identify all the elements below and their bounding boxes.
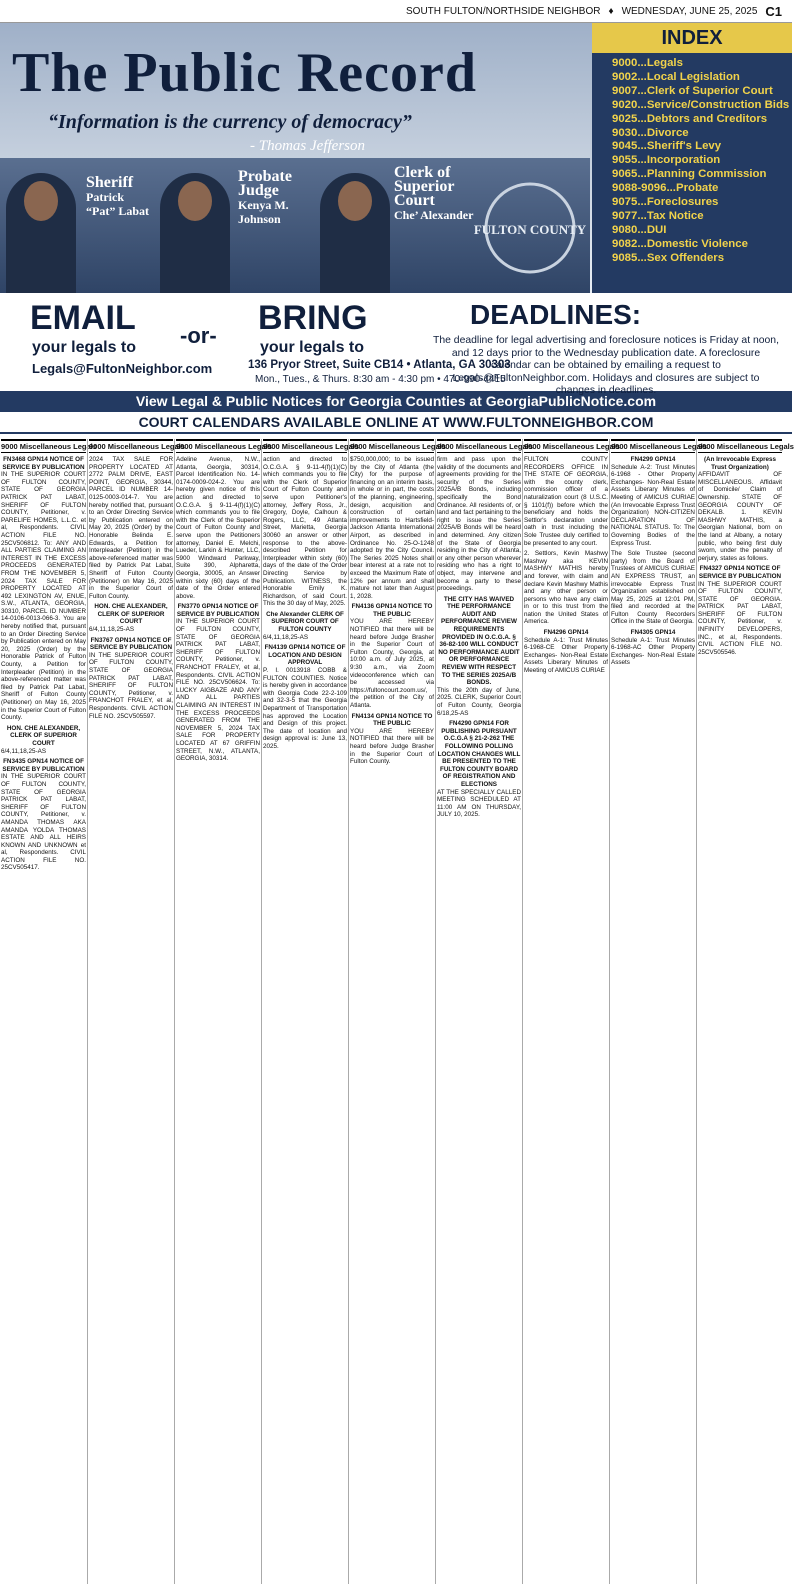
masthead-title: The Public Record bbox=[12, 42, 477, 104]
notice-column bbox=[435, 439, 533, 1584]
notice-body: FULTON COUNTY RECORDERS OFFICE IN THE STATE OF GEORGIA, with the county clerk, commission officer of a naturalization court (8 U.S.C. § 1101(f)) before which the beneficiary and holds the Settlor's declaration under oath in trust including the Sole Trustee duly certified to be presented to any court. bbox=[524, 456, 608, 547]
notice-body: Schedule A-1: Trust Minutes 6-1968-AC Other Property Exchanges- Non-Real Estate Assets bbox=[611, 636, 695, 667]
quote-author: - Thomas Jefferson bbox=[250, 138, 365, 154]
notice-body: 6/4,11,18,25-AS bbox=[89, 626, 135, 634]
legal-notice bbox=[263, 644, 347, 750]
column-header: 9000 Miscellaneous Legals bbox=[263, 439, 347, 453]
deadlines-heading: DEADLINES: bbox=[470, 299, 642, 330]
notice-heading: HON. CHE ALEXANDER, CLERK OF SUPERIOR COURT bbox=[6, 724, 81, 747]
probate-judge-label: Probate Judge Kenya M. Johnson bbox=[238, 168, 292, 226]
deadlines-text: The deadline for legal advertising and foreclosure notices is Friday at noon, and 12 days prior to the Wednesday publication date. A foreclosure calendar can be obtained by emailing a request to Legals@FultonNeighbor.com. Holidays and closures are subject to changes in deadlines. bbox=[433, 335, 779, 396]
legal-notice bbox=[1, 758, 86, 872]
notice-heading: FN4327 GPN14 NOTICE OF SERVICE BY PUBLICATION bbox=[698, 565, 782, 580]
sheriff-photo bbox=[6, 173, 76, 293]
index-item: 9088-9096...Probate bbox=[612, 182, 719, 195]
notice-heading: (An Irrevocable Express Trust Organization) bbox=[703, 456, 777, 471]
index-item: 9045...Sheriff's Levy bbox=[612, 140, 722, 153]
notice-heading: FN4139 GPN14 NOTICE OF LOCATION AND DESIGN APPROVAL bbox=[264, 644, 346, 667]
column-header: 9000 Miscellaneous Legals bbox=[611, 439, 695, 453]
index-item: 9077...Tax Notice bbox=[612, 209, 704, 222]
notice-body: AT THE SPECIALLY CALLED MEETING SCHEDULED AT 11:00 AM ON THURSDAY, JULY 10, 2025. bbox=[437, 788, 521, 819]
column-header: 9000 Miscellaneous Legals bbox=[1, 439, 86, 453]
notice-column bbox=[0, 439, 97, 1584]
clerk-photo bbox=[320, 173, 390, 293]
index-item: 9020...Service/Construction Bids bbox=[612, 98, 790, 111]
notice-heading: FN4290 GPN14 FOR PUBLISHING PURSUANT O.C.G.A § 21-2-262 THE FOLLOWING POLLING LOCATION CHANGES WILL BE PRESENTED TO THE FULTON COUNTY BOARD OF REGISTRATION AND ELECTIONS bbox=[437, 720, 521, 788]
index-item: 9055...Incorporation bbox=[612, 154, 721, 167]
svg-text:FULTON COUNTY: FULTON COUNTY bbox=[473, 222, 587, 237]
fulton-county-seal-icon bbox=[475, 178, 585, 278]
issue-date: WEDNESDAY, JUNE 25, 2025 bbox=[621, 5, 758, 17]
legal-notice bbox=[611, 629, 695, 667]
notice-heading: FN3770 GPN14 NOTICE OF SERVICE BY PUBLICATION bbox=[176, 603, 260, 618]
index-item: 9075...Foreclosures bbox=[612, 196, 719, 209]
legal-notice bbox=[1, 725, 86, 755]
notice-heading: HON. CHE ALEXANDER, CLERK OF SUPERIOR COURT bbox=[94, 603, 168, 626]
notice-body: YOU ARE HEREBY NOTIFIED that there will be heard before Judge Brasher in the Superior Court of Fulton County, Georgia, at 10:00 a.m. of July 2025, at 9:30 a.m., via Zoom videoconference which can be accessed via https://fultoncourt.zoom.us/, the petition of the City of Atlanta. bbox=[350, 618, 434, 709]
notice-heading: THE CITY HAS WAIVED THE PERFORMANCE AUDIT AND PERFORMANCE REVIEW REQUIREMENTS PROVIDED IN O.C.G.A. § 36-82-100 WILL CONDUCT NO PERFORMANCE AUDIT OR PERFORMANCE REVIEW WITH RESPECT TO THE SERIES 2025A/B BONDS. bbox=[438, 595, 520, 687]
notice-body: Schedule A-1: Trust Minutes 6-1968-CE Other Property Exchanges- Non-Real Estate Assets Liberary Minutes of Meeting of AMICUS CURIAE bbox=[524, 636, 608, 675]
legal-notices-columns bbox=[0, 439, 792, 1584]
email-subheading: your legals to bbox=[32, 339, 137, 356]
notice-heading: FN4134 GPN14 NOTICE TO THE PUBLIC bbox=[351, 712, 433, 728]
office-address: 136 Pryor Street, Suite CB14 • Atlanta, GA 30303 bbox=[248, 359, 511, 371]
legal-notice bbox=[263, 456, 347, 608]
column-header: 9000 Miscellaneous Legals bbox=[524, 439, 608, 453]
notice-heading: FN4305 GPN14 bbox=[630, 629, 676, 637]
email-heading: EMAIL bbox=[30, 299, 136, 337]
legal-notice bbox=[1, 456, 86, 722]
legal-notice bbox=[437, 456, 521, 593]
notice-body: IN THE SUPERIOR COURT OF FULTON COUNTY, STATE OF GEORGIA PATRICK PAT LABAT, SHERIFF OF FULTON COUNTY, Petitioner, v. FRANCHOT FRALEY, et al, Respondents. CIVIL ACTION FILE NO. 25CV505597. bbox=[89, 651, 173, 720]
legal-notice bbox=[437, 720, 521, 819]
notice-heading: FN4299 GPN14 bbox=[630, 456, 676, 463]
office-hours: Mon., Tues., & Thurs. 8:30 am - 4:30 pm • 470-990-4415 bbox=[255, 374, 506, 385]
index-panel bbox=[592, 23, 792, 293]
public-notice-link[interactable]: View Legal & Public Notices for Georgia Counties at GeorgiaPublicNotice.com bbox=[0, 391, 792, 412]
notice-body: IN THE SUPERIOR COURT OF FULTON COUNTY, STATE OF GEORGIA PATRICK PAT LABAT, SHERIFF OF FULTON COUNTY, Petitioner, v. PARELIFE HOMES, L.L.C. et al, Respondents. CIVIL ACTION FILE NO. 25CV506812. To: ANY AND ALL PARTIES CLAIMING AN INTEREST IN THE EXCESS PROCEEDS GENERATED FROM THE NOVEMBER 5, 2024 TAX SALE FOR PROPERTY LOCATED AT 492 LEXINGTON AV, ENUE, S.W., ATLANTA, GEORGIA, 30310, PARCEL ID NUMBER 14-0106-0013-066-3. You are hereby notified that, pursuant to an Order Directing Service by Publication entered on May 20, 2025 (Order) by the Honorable Patrick of Fulton County, a Petition for Interpleader (Petition) in the above-referenced matter was filed by Patrick Pat Labat, Sheriff of Fulton County (Petitioner) on May 16, 2025 in the Superior Court of Fulton County. bbox=[1, 471, 86, 722]
notice-body: Adeline Avenue, N.W., Atlanta, Georgia, 30314, Parcel Identification No. 14-0174-0009-024-2. You are hereby given notice of this action and directed to O.C.G.A. § 9-11-4(f)(1)(C) which commands you to file with the Clerk of the Superior Court of Fulton County and serve upon the Petitioners attorney, Daniel E. Melchi, Lueder, Larkin & Hunter, LLC, 5900 Windward Parkway, Suite 390, Alpharetta, Georgia, 30005, an Answer within sixty (60) days of the date of the Order entered above. bbox=[176, 456, 260, 600]
index-item: 9025...Debtors and Creditors bbox=[612, 112, 768, 125]
notice-body: firm and pass upon the validity of the documents and agreements providing for the security of the Series 2025A/B Bonds, including specifically the Bond Ordinance. All residents of, or land and fact pertaining to the right to issue the Series 2025A/B Bonds will be heard and determined. Any citizen of the State of Georgia residing in the City of Atlanta, or any other person wherever residing who has a right to object, may intervene and become a party to these proceedings. bbox=[437, 456, 521, 593]
column-header: 9000 Miscellaneous Legals bbox=[698, 439, 782, 453]
column-header: 9000 Miscellaneous Legals bbox=[350, 439, 434, 453]
masthead-banner bbox=[0, 23, 792, 293]
page-header bbox=[0, 0, 792, 23]
index-title: INDEX bbox=[592, 23, 792, 53]
notice-column bbox=[87, 439, 185, 1584]
publication-name: SOUTH FULTON/NORTHSIDE NEIGHBOR bbox=[406, 5, 601, 17]
notice-heading: FN3468 GPN14 NOTICE OF SERVICE BY PUBLICATION bbox=[2, 456, 85, 471]
index-item: 9000...Legals bbox=[612, 57, 683, 69]
notice-heading: FN4136 GPN14 NOTICE TO THE PUBLIC bbox=[351, 603, 433, 618]
legal-notice bbox=[698, 565, 782, 656]
sheriff-label: Sheriff Patrick “Pat” Labat bbox=[86, 174, 149, 218]
index-item: 9080...DUI bbox=[612, 223, 667, 236]
notice-column bbox=[609, 439, 707, 1584]
notice-column bbox=[696, 439, 794, 1584]
notice-body: 6/4,11,18,25-AS bbox=[263, 633, 309, 641]
notice-body: $750,000,000; to be issued by the City of Atlanta (the City) for the purpose of financing on an interim basis, in whole or in part, the costs of the planning, engineering, design, acquisition and construction of certain improvements to Hartsfield-Jackson Atlanta International Airport, as described in Ordinance No. 25-O-1248 adopted by the City Council. The Series 2025 Notes shall bear interest at a rate not to exceed the Maximum Rate of 12% per annum and shall mature not later than August 1, 2028. bbox=[350, 456, 434, 600]
notice-body: IN THE SUPERIOR COURT OF FULTON COUNTY, STATE OF GEORGIA. PATRICK PAT LABAT, SHERIFF OF FULTON COUNTY, Petitioner, v. INFINITY DEVELOPERS, INC., et al, Respondents. CIVIL ACTION FILE NO. 25CV505546. bbox=[698, 580, 782, 656]
notice-heading: FN3767 GPN14 NOTICE OF SERVICE BY PUBLICATION bbox=[89, 636, 173, 652]
officials-photo-strip bbox=[0, 158, 590, 293]
page-number: C1 bbox=[765, 3, 782, 19]
notice-heading: FN4296 GPN14 bbox=[543, 629, 589, 637]
notice-body: Schedule A-2: Trust Minutes 6-1968 - Other Property Exchanges- Non-Real Estate Assets Liberary Minutes of Meeting of AMICUS CURIAE (An Irrevocable Express Trust Organization) NON-CITIZEN DECLARATION OF NATIONAL STATUS. To: The Governing Bodies of the Express Trust. bbox=[611, 463, 695, 547]
legal-notice bbox=[524, 629, 608, 675]
legal-notice bbox=[524, 456, 608, 547]
legal-notice bbox=[176, 456, 260, 600]
notice-body: IN THE SUPERIOR COURT OF FULTON COUNTY, STATE OF GEORGIA PATRICK PAT LABAT, SHERIFF OF FULTON COUNTY, Petitioner, v. FRANCHOT FRALEY, et al, Respondents. CIVIL ACTION FILE NO. 25CV506624. To: LUCKY AIGBAZE AND ANY AND ALL PARTIES CLAIMING AN INTEREST IN THE EXCESS PROCEEDS GENERATED FROM THE NOVEMBER 5, 2024 TAX SALE FOR PROPERTY LOCATED AT 67 GRIFFIN STREET, N.W., ATLANTA, GEORGIA, 30314. bbox=[176, 618, 260, 763]
column-header: 9000 Miscellaneous Legals bbox=[437, 439, 521, 453]
legal-notice bbox=[89, 637, 173, 721]
index-list bbox=[592, 57, 792, 266]
notice-body: 2. Settlors, Kevin Mashwy Mashwy aka KEVIN MASHWY MATHIS hereby and forever, with claim and declare Kevin Mashwy Mathis and any other person or persons who have any claim in or to this trust from the nation the United States of America. bbox=[524, 550, 608, 626]
legal-notice bbox=[350, 456, 434, 600]
legal-notice bbox=[611, 456, 695, 547]
bring-heading: BRING bbox=[258, 299, 368, 337]
index-item: 9085...Sex Offenders bbox=[612, 251, 725, 264]
notice-body: IN THE SUPERIOR COURT OF FULTON COUNTY, STATE OF GEORGIA PATRICK PAT LABAT, SHERIFF OF FULTON COUNTY, Petitioner, v. AMANDA THOMAS AKA AMANDA YOLDA THOMAS ESTATE AND ALL HEIRS KNOWN AND UNKNOWN et al, Respondents. CIVIL ACTION FILE NO. 25CV505417. bbox=[1, 773, 86, 872]
legal-notice bbox=[89, 603, 173, 633]
index-item: 9007...Clerk of Superior Court bbox=[612, 84, 773, 97]
legal-notice bbox=[263, 611, 347, 641]
probate-judge-photo bbox=[160, 173, 230, 293]
index-item: 9030...Divorce bbox=[612, 126, 689, 139]
index-item: 9065...Planning Commission bbox=[612, 168, 767, 181]
bring-subheading: your legals to bbox=[260, 339, 365, 356]
court-calendars-link[interactable]: COURT CALENDARS AVAILABLE ONLINE AT WWW.FULTONNEIGHBOR.COM bbox=[0, 412, 792, 434]
notice-body: AFFIDAVIT OF MISCELLANEOUS. Affidavit of Domicile/ Claim of Ownership. STATE OF GEORGIA COUNTY OF DEKALB. 1. KEVIN MASHWY MATHIS, a Georgian National, born on the land at Albany, a notary public, who being first duly sworn, under the penalty of perjury, states as follows. bbox=[698, 471, 782, 562]
index-item: 9002...Local Legislation bbox=[612, 70, 740, 83]
legal-notice bbox=[524, 550, 608, 626]
or-divider: -or- bbox=[180, 323, 217, 348]
legal-notice bbox=[176, 603, 260, 762]
masthead-quote: “Information is the currency of democracy” bbox=[48, 111, 412, 133]
notice-column bbox=[261, 439, 359, 1584]
notice-body: YOU ARE HEREBY NOTIFIED that there will be heard before Judge Brasher in the Superior Court of Fulton County. bbox=[350, 727, 434, 766]
separator: ♦ bbox=[608, 5, 614, 17]
legal-notice bbox=[350, 603, 434, 709]
notice-body: action and directed to O.C.G.A. § 9-11-4(f)(1)(C) which commands you to file with the Clerk of Superior Court of Fulton County and serve upon Petitioner's attorney, Jeffery Ross, Jr., Gregory, Doyle, Calhoun & Rogers, LLC, 49 Atlanta Street, Marietta, Georgia 30060 an answer or other response to the above-described Petition for Interpleader within sixty (60) days of the date of the Order Directing Service by Publication. WITNESS, the Honorable Emily K. Richardson, of said Court. This the 30 day of May, 2025. bbox=[263, 456, 347, 608]
legals-email-link[interactable]: Legals@FultonNeighbor.com bbox=[32, 361, 213, 376]
index-item: 9082...Domestic Violence bbox=[612, 237, 748, 250]
legal-notice bbox=[437, 596, 521, 718]
notice-column bbox=[348, 439, 446, 1584]
notice-heading: Che Alexander CLERK OF SUPERIOR COURT OF FULTON COUNTY bbox=[266, 610, 344, 634]
notice-body: P. I. 0013918 COBB & FULTON COUNTIES. Notice is hereby given in accordance with Georgia Code 22-2-109 and 32-3-5 that the Georgia Department of Transportation has approved the Location and Design of this project. The date of location and design approval is: June 13, 2025. bbox=[263, 667, 347, 750]
legal-notice bbox=[350, 713, 434, 766]
notice-column bbox=[174, 439, 272, 1584]
notice-heading: FN3435 GPN14 NOTICE OF SERVICE BY PUBLICATION bbox=[2, 758, 85, 773]
notice-body: 2024 TAX SALE FOR PROPERTY LOCATED AT 2772 PALM DRIVE, EAST POINT, GEORGIA, 30344, PARCEL ID NUMBER 14-0125-0003-014-7. You are hereby notified that, pursuant to an Order Directing Service by Publication entered on May 20, 2025 (Order) by the Honorable Belinda E. Edwards, a Petition for Interpleader (Petition) in the above-referenced matter was filed by Patrick Pat Labat, Sheriff of Fulton County (Petitioner) on May 16, 2025 in the Superior Court of Fulton County. bbox=[89, 456, 173, 600]
submission-info bbox=[0, 293, 792, 396]
column-header: 9000 Miscellaneous Legals bbox=[176, 439, 260, 453]
notice-body: This the 20th day of June, 2025. CLERK, Superior Court of Fulton County, Georgia 6/18,25-AS bbox=[437, 686, 521, 717]
notice-body: The Sole Trustee (second party) from the Board of Trustees of AMICUS CURIAE AN EXPRESS TRUST, an irrevocable Express Trust Organization established on May 25, 2025 at 12:01 PM, filed and recorded at the Fulton County Recorders Office in the State of Georgia. bbox=[611, 550, 695, 626]
clerk-label: Clerk of Superior Court Che’ Alexander bbox=[394, 164, 474, 222]
legal-notice bbox=[89, 456, 173, 600]
notice-column bbox=[522, 439, 620, 1584]
column-header: 9000 Miscellaneous Legals bbox=[89, 439, 173, 453]
notice-body: 6/4,11,18,25-AS bbox=[1, 747, 47, 755]
legal-notice bbox=[611, 550, 695, 626]
legal-notice bbox=[698, 456, 782, 562]
